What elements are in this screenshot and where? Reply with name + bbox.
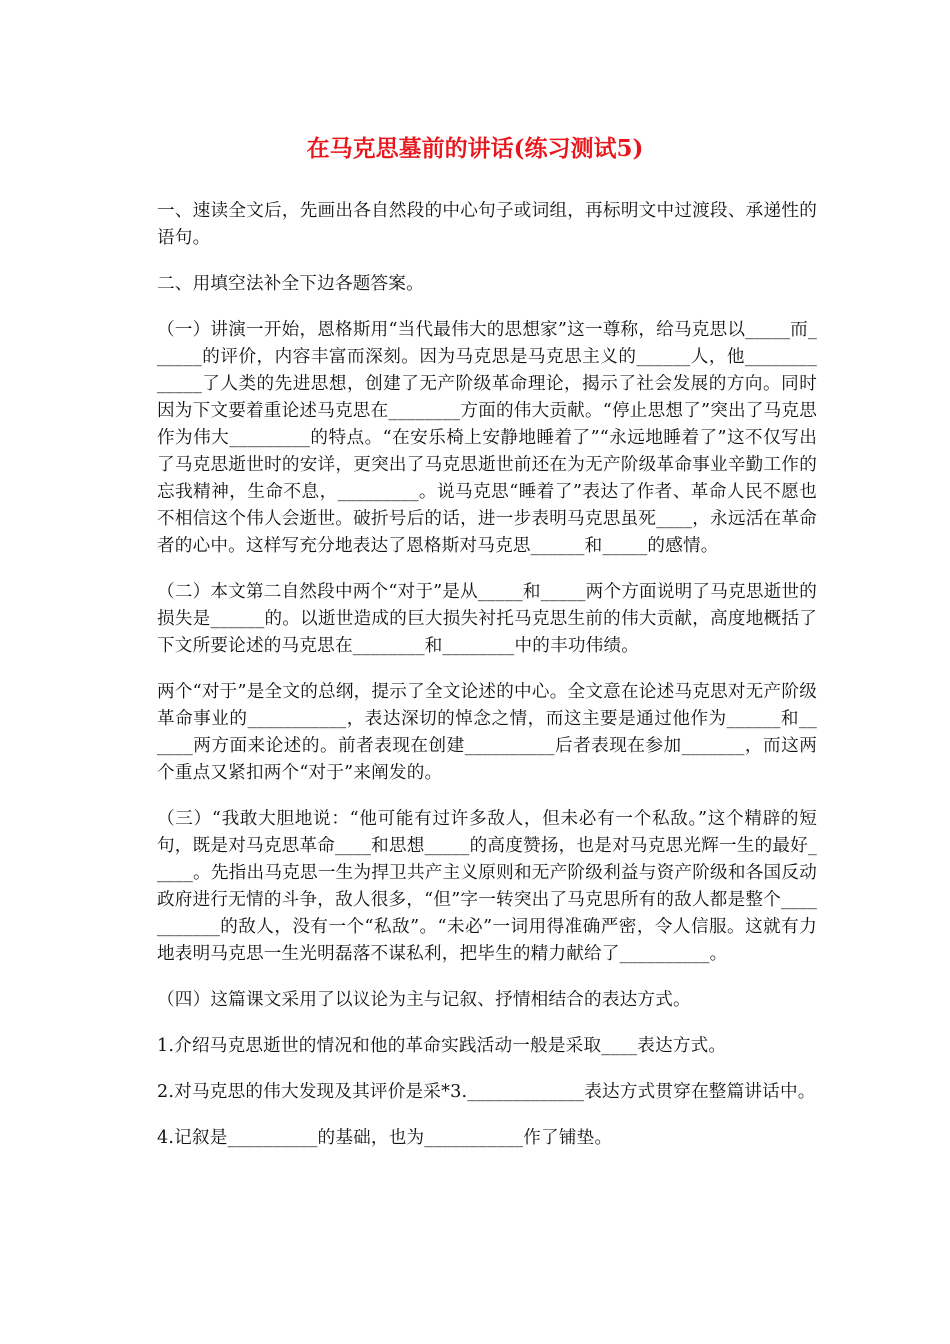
paragraph-instruction-1: 一、速读全文后，先画出各自然段的中心句子或词组，再标明文中过渡段、承递性的语句。	[157, 201, 817, 248]
document-title: 在马克思墓前的讲话(练习测试5)	[306, 135, 644, 162]
paragraph-section-4: （四）这篇课文采用了以议论为主与记叙、抒情相结合的表达方式。	[157, 990, 691, 1010]
question-item-4: 4.记叙是__________的基础，也为___________作了铺垫。	[157, 1128, 613, 1148]
paragraph-section-2-continued: 两个“对于”是全文的总纲，提示了全文论述的中心。全文意在论述马克思对无产阶级革命事业的___________，表达深切的悼念之情，而这主要是通过他作为______和______两方面来论述的。前者表现在创建__________后者表现在参加_______，而这两个重点又紧扣两个“对于”来阐发的。	[157, 682, 817, 783]
paragraph-instruction-2: 二、用填空法补全下边各题答案。	[157, 274, 424, 294]
question-item-1: 1.介绍马克思逝世的情况和他的革命实践活动一般是采取____表达方式。	[157, 1036, 727, 1056]
paragraph-section-3: （三）“我敢大胆地说：“他可能有过许多敌人，但未必有一个私敌。”这个精辟的短句，既是对马克思革命____和思想_____的高度赞扬，也是对马克思光辉一生的最好_____。先指出马克思一生为捍卫共产主义原则和无产阶级利益与资产阶级和各国反动政府进行无情的斗争，敌人很多，“但”字一转突出了马克思所有的敌人都是整个___________的敌人，没有一个“私敌”。“未必”一词用得准确严密，令人信服。这就有力地表明马克思一生光明磊落不谋私利，把毕生的精力献给了__________。	[157, 809, 817, 964]
paragraph-section-2: （二）本文第二自然段中两个“对于”是从_____和_____两个方面说明了马克思逝世的损失是______的。以逝世造成的巨大损失衬托马克思生前的伟大贡献，高度地概括了下文所要论述的马克思在________和________中的丰功伟绩。	[157, 582, 817, 656]
question-item-2: 2.对马克思的伟大发现及其评价是采*3._____________表达方式贯穿在整篇讲话中。	[157, 1082, 816, 1102]
paragraph-section-1: （一）讲演一开始，恩格斯用“当代最伟大的思想家”这一尊称，给马克思以_____而______的评价，内容丰富而深刻。因为马克思是马克思主义的______人，他_____________了人类的先进思想，创建了无产阶级革命理论，揭示了社会发展的方向。同时因为下文要着重论述马克思在________方面的伟大贡献。“停止思想了”突出了马克思作为伟大_________的特点。“在安乐椅上安静地睡着了”“永远地睡着了”这不仅写出了马克思逝世时的安详，更突出了马克思逝世前还在为无产阶级革命事业辛勤工作的忘我精神，生命不息，_________。说马克思“睡着了”表达了作者、革命人民不愿也不相信这个伟人会逝世。破折号后的话，进一步表明马克思虽死____，永远活在革命者的心中。这样写充分地表达了恩格斯对马克思______和_____的感情。	[157, 320, 817, 556]
document-body	[157, 198, 817, 1171]
